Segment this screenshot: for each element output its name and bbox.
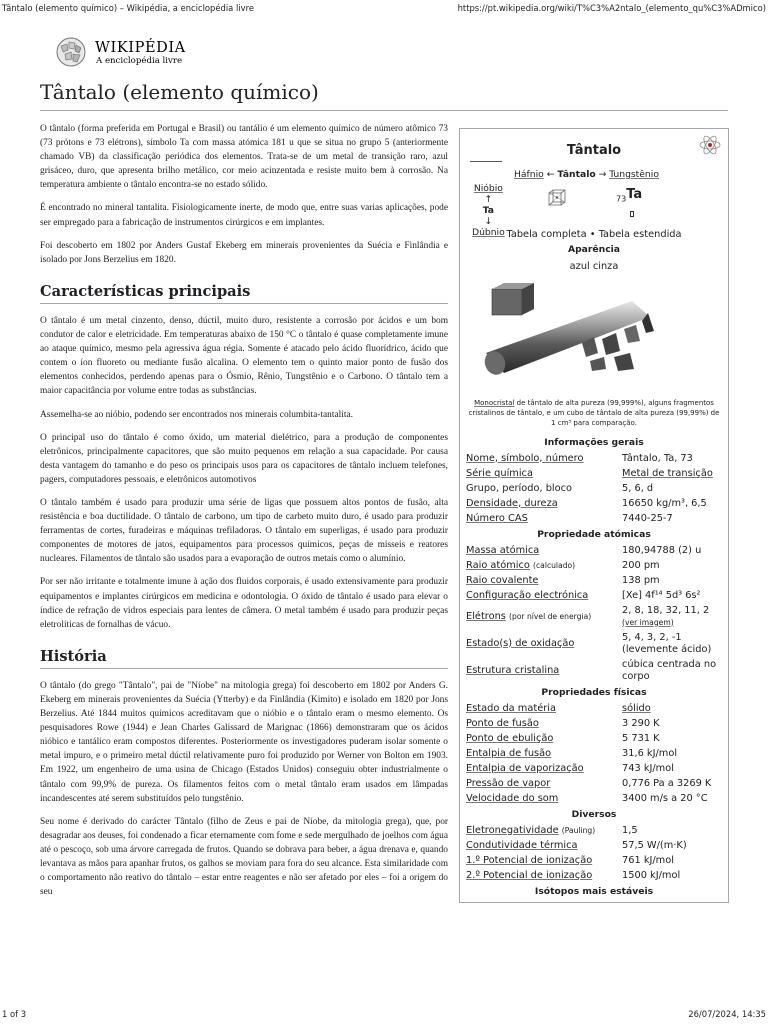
row-value: 5 731 K [622,732,660,744]
infobox-title: Tântalo [566,143,622,158]
table-row [464,558,724,573]
row-label[interactable]: Estado(s) de oxidação [466,637,575,649]
row-note: (calculado) [533,560,576,570]
row-value: 2, 8, 18, 32, 11, 2 [622,604,710,616]
table-row [464,466,724,481]
general-info-header: Informações gerais [544,437,644,448]
table-row [464,588,724,603]
table-row [464,853,724,868]
section-heading-history: História [40,650,448,669]
photo-caption [464,396,724,434]
row-label[interactable]: Raio covalente [466,574,539,586]
row-label[interactable]: Condutividade térmica [466,839,578,851]
row-label[interactable]: Ponto de fusão [466,717,539,729]
table-row [464,746,724,761]
wikipedia-globe-icon [55,36,87,68]
row-value: Tântalo, Ta, 73 [622,452,693,464]
paragraph: Seu nome é derivado do carácter Tântalo (filho de Zeus e pai de Níobe, da mitologia grega), que, por desagradar aos deuses, foi condenado a ficar eternamente com fome e sede mergulhado de joelhos com água até o pescoço, sob uma árvore carregada de frutos. Quando se dobrava para beber, a água drenava e, quando levantava as mãos para apanhar frutos, os galhos se moviam para fora do seu alcance. Esta similaridade com o comportamento não reativo do tântalo – estar entre reagentes e não ser afetado por eles – foi a origem do seu [40,816,448,898]
tantalum-sample-photo[interactable] [464,281,694,391]
physical-properties-header: Propriedades físicas [541,687,647,698]
row-value: 180,94788 (2) u [622,544,702,556]
position-marker-icon [630,211,634,217]
table-row [464,823,724,838]
print-datetime: 26/07/2024, 14:35 [688,1009,766,1019]
group-current-symbol: Ta [482,205,494,216]
print-header-url: https://pt.wikipedia.org/wiki/T%C3%A2ntalo_(elemento_qu%C3%ADmico) [457,3,766,13]
misc-table [464,823,724,883]
row-value: 3400 m/s a 20 °C [622,792,708,804]
table-row [464,838,724,853]
full-table-link[interactable]: Tabela completa [506,229,587,240]
table-row [464,630,724,657]
row-value: 5, 6, d [622,482,654,494]
link-hafnio[interactable]: Háfnio [514,169,544,180]
paragraph: É encontrado no mineral tantalita. Fisiologicamente inerte, de modo que, entre suas varias aplicações, pode ser empregado para a fabricação de instrumentos cirúrgicos e em implantes. [40,203,448,228]
row-value: 5, 4, 3, 2, -1 [622,631,682,643]
row-label[interactable]: Série química [466,467,533,479]
print-header-title: Tântalo (elemento químico) – Wikipédia, a enciclopédia livre [2,3,254,13]
appearance-value: azul cinza [569,261,619,272]
link-dubnio[interactable]: Dúbnio [472,227,505,238]
section-heading-characteristics: Características principais [40,285,448,304]
infobox-dash [470,161,502,162]
isotopes-header: Isótopos mais estáveis [534,886,654,897]
row-label[interactable]: Densidade, dureza [466,497,558,509]
row-label[interactable]: Elétrons [466,610,506,622]
up-arrow-icon: ↑ [484,194,493,205]
period-navigation [514,169,659,180]
row-label[interactable]: Estado da matéria [466,702,556,714]
table-row [464,543,724,558]
row-label[interactable]: Número CAS [466,512,528,524]
row-label[interactable]: Nome, símbolo, número [466,452,584,464]
caption-text: de tântalo de alta pureza (99,999%), alguns fragmentos cristalinos de tântalo, e um cubo de tântalo de alta pureza (99,99%) de 1 cm³ para comparação. [468,399,720,427]
wikipedia-wordmark: WIKIPÉDIA [95,40,186,56]
paragraph: O tântalo também é usado para produzir uma série de ligas que possuem altos pontos de fusão, alta resistência e boa ductilidade. O tântalo de carbono, um tipo de carbeto muito duro, é usado para produzir ferramentas de cortes, furadeiras e máquinas trefiladoras. O tântalo em superligas, é usado para produzir componentes de motores de jatos, equipamentos para processos químicos, peças de mísseis e reatores nucleares. Filamentos de tântalo são usados para a evaporação de outros metais como o alumínio. [40,497,448,565]
row-label[interactable]: Ponto de ebulição [466,732,554,744]
physical-properties-table [464,701,724,806]
wikipedia-logo[interactable] [55,36,215,70]
table-row [464,511,724,526]
table-links: Tabela completa • Tabela estendida [506,229,682,240]
table-row [464,481,724,496]
table-row [464,603,724,630]
table-row [464,868,724,883]
row-value[interactable]: Metal de transição [622,467,713,479]
row-label: Grupo, período, bloco [466,482,573,494]
extended-table-link[interactable]: Tabela estendida [598,229,682,240]
row-label[interactable]: Massa atómica [466,544,540,556]
row-label[interactable]: Eletronegatividade [466,824,559,836]
row-label[interactable]: Pressão de vapor [466,777,551,789]
paragraph: Por ser não irritante e totalmente imune à ação dos fluidos corporais, é usado extensivamente para produzir equipamentos e implantes cirúrgicos em medicina e odontologia. O óxido de tântalo é usado para elevar o índice de refração de vidros especiais para lentes de câmera. O metal também é usado para produzir peças eletrolíticas de fornalhas de vácuo. [40,577,448,630]
row-label[interactable]: Velocidade do som [466,792,559,804]
row-label[interactable]: 1.º Potencial de ionização [466,854,593,866]
table-row [464,496,724,511]
row-value-note: (levemente ácido) [622,643,712,655]
paragraph: Assemelha-se ao nióbio, podendo ser encontrados nos minerais columbita-tantalita. [40,409,353,420]
print-footer [0,1006,768,1024]
row-value: 761 kJ/mol [622,854,674,866]
row-value: 138 pm [622,574,660,586]
crystal-structure-icon [546,187,568,209]
table-row [464,657,724,684]
article-body [40,122,448,908]
atomic-properties-table [464,543,724,684]
paragraph: O principal uso do tântalo é como óxido, um material dielétrico, para a produção de componentes eletrônicos, principalmente capacitores, que são muito pequenos em relação a sua capacidade. Por causa desta vantagem do tamanho e do peso os principais usos para os capacitores de tântalo incluem telefones, pagers, computadores pessoais, e eletrônicos automotivos [40,432,448,485]
row-value: 743 kJ/mol [622,762,674,774]
row-value: 200 pm [622,559,660,571]
print-header [0,0,768,20]
appearance-header: Aparência [568,244,620,255]
periodic-navigation [464,169,724,241]
row-value: 1,5 [622,824,638,836]
row-value: 16650 kg/m³, 6,5 [622,497,707,509]
caption-link-monocristal[interactable]: Monocristal [474,399,515,407]
wikipedia-tagline: A enciclopédia livre [96,56,183,66]
right-arrow-icon: → [598,169,610,180]
atomic-number: 73 [616,194,627,204]
page-title: Tântalo (elemento químico) [40,80,728,111]
row-label[interactable]: Raio atómico [466,559,530,571]
table-row [464,791,724,806]
row-value: 7440-25-7 [622,512,673,524]
left-arrow-icon: ← [546,169,558,180]
element-symbol-block [616,187,642,204]
row-value: 31,6 kJ/mol [622,747,678,759]
nav-current-element: Tântalo [557,169,596,180]
row-label[interactable]: Configuração electrónica [466,589,589,601]
down-arrow-icon: ↓ [484,216,493,227]
row-note: (Pauling) [561,825,596,835]
table-row [464,451,724,466]
atom-icon [698,133,722,157]
table-row [464,573,724,588]
row-label[interactable]: 2.º Potencial de ionização [466,869,593,881]
link-niobio[interactable]: Nióbio [473,183,503,194]
row-value: 3 290 K [622,717,660,729]
row-value: 1500 kJ/mol [622,869,681,881]
row-note: (por nível de energia) [509,611,592,621]
misc-header: Diversos [571,809,617,820]
element-infobox [459,128,729,903]
infobox-title-row [464,143,724,163]
row-value[interactable]: sólido [622,702,651,714]
general-info-table [464,451,724,526]
table-row [464,701,724,716]
paragraph: O tântalo (do grego "Tântalo", pai de "Níobe" na mitologia grega) foi descoberto em 1802 por Anders G. Ekeberg em minerais provenientes da Suécia (Ytterby) e da Finlândia (Kimito) e isolado em 1820 por Jons Berzelius. Até 1844 muitos químicos acreditavam que o nióbio e o tântalo eram o mesmo elemento. Os pesquisadores Rowe (1944) e Jean Charles Galissard de Marignac (1866) demonstraram que os ácidos nióbico e tantálico eram compostos diferentes. Posteriormente os investigadores puderam isolar somente o metal impuro, e o primeiro metal dúctil relativamente puro foi produzido por Werner von Bolton em 1903. Em 1922, um engenheiro de uma usina de Chicago (Estados Unidos) conseguiu obter industrialmente o tântalo com 99,9% de pureza. Os filamentos feitos com o metal tântalo eram usados em lâmpadas incandescentes até serem substituídos pelo tungstênio. [40,680,448,804]
row-label[interactable]: Entalpia de fusão [466,747,552,759]
row-value: 57,5 W/(m·K) [622,839,687,851]
row-label[interactable]: Estrutura cristalina [466,664,560,676]
atomic-properties-header: Propriedade atómicas [537,529,651,540]
paragraph: Foi descoberto em 1802 por Anders Gustaf Ekeberg em minerais provenientes da Suécia e Finlândia e isolado por Jons Berzelius em 1820. [40,240,448,265]
table-row [464,731,724,746]
table-row [464,761,724,776]
row-value: [Xe] 4f¹⁴ 5d³ 6s² [622,589,701,601]
row-label[interactable]: Entalpia de vaporização [466,762,584,774]
paragraph: O tântalo (forma preferida em Portugal e Brasil) ou tantálio é um elemento químico de número atômico 73 (73 prótons e 73 elétrons), símbolo Ta com massa atómica 181 u que se situa no grupo 5 (anteriormente chamado VB) da classificação periódica dos elementos. Trata-se de um metal de transição raro, azul grisáceo, duro, que apresenta brilho metálico, cor meio acinzentada e resiste muito bem à corrosão. Na temperatura ambiente o tântalo encontra-se no estado sólido. [40,124,448,191]
table-row [464,716,724,731]
link-tungstenio[interactable]: Tungstênio [609,169,659,180]
page-count: 1 of 3 [2,1009,27,1019]
row-value: 0,776 Pa a 3269 K [622,777,712,789]
element-symbol: Ta [626,187,643,202]
ver-imagem-link[interactable]: (ver imagem) [622,617,674,627]
row-value: cúbica centrada no corpo [622,658,717,682]
paragraph: O tântalo é um metal cinzento, denso, dúctil, muito duro, resistente a corrosão por ácidos e um bom condutor de calor e eletricidade. Em temperaturas abaixo de 150 °C o tântalo é quase completamente imune ao ataque químico, mesmo pela agressiva água régia. Somente é atacado pelo ácido fluorídrico, ácido que contem o íon fluoreto ou mediante fusão alcalina. O elemento tem o quinto maior ponto de fusão dos elementos conhecidos, perdendo apenas para o Ósmio, Rênio, Tungstênio e o Carbono. O tântalo tem a maior capacitância por volume entre todas as substâncias. [40,315,448,397]
table-row [464,776,724,791]
